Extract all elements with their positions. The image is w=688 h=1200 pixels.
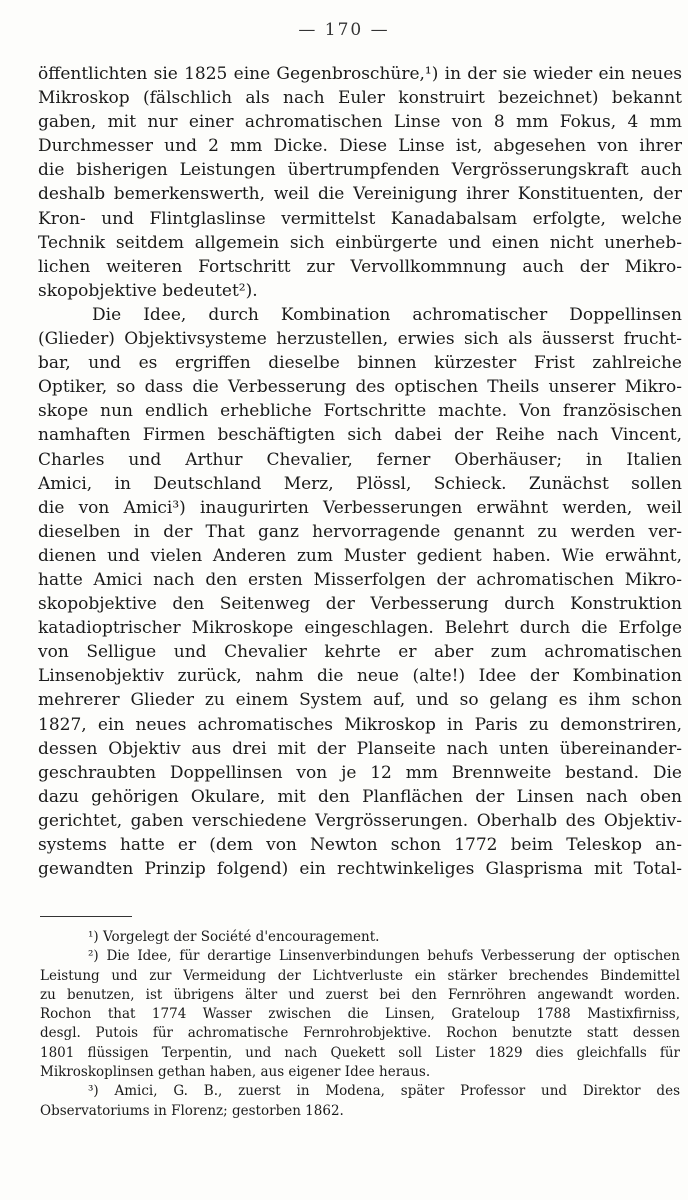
text-line: gerichtet, gaben verschiedene Vergrösserungen. Oberhalb des Objektiv- [38, 810, 682, 831]
text-line: Mikroskop (fälschlich als nach Euler konstruirt bezeichnet) bekannt [38, 88, 682, 109]
text-line: gaben, mit nur einer achromatischen Linse von 8 mm Fokus, 4 mm [38, 112, 682, 133]
text-line: skopobjektive bedeutet²). [38, 280, 258, 301]
text-line: Charles und Arthur Chevalier, ferner Oberhäuser; in Italien [38, 449, 682, 470]
text-line: mehrerer Glieder zu einem System auf, und so gelang es ihm schon [38, 690, 682, 711]
footnotes [40, 928, 680, 1121]
paragraph-2 [38, 303, 682, 881]
text-line: katadioptrischer Mikroskope eingeschlagen. Belehrt durch die Erfolge [38, 618, 682, 639]
text-line: dessen Objektiv aus drei mit der Planseite nach unten übereinander- [38, 738, 682, 759]
text-line: (Glieder) Objektivsysteme herzustellen, erwies sich als äusserst frucht- [38, 329, 682, 350]
footnote-line: Observatoriums in Florenz; gestorben 1862. [40, 1102, 344, 1119]
text-line: Optiker, so dass die Verbesserung des optischen Theils unserer Mikro- [38, 377, 682, 398]
text-line: von Selligue und Chevalier kehrte er aber zum achromatischen [38, 642, 682, 663]
footnote-divider [40, 916, 132, 917]
text-line: öffentlichten sie 1825 eine Gegenbroschüre,¹) in der sie wieder ein neues [38, 64, 682, 84]
text-line: skopobjektive den Seitenweg der Verbesserung durch Konstruktion [38, 594, 682, 615]
footnote-3 [40, 1082, 680, 1121]
main-text [38, 62, 682, 881]
text-line: die von Amici³) inaugurirten Verbesserungen erwähnt werden, weil [38, 497, 682, 518]
text-line: bar, und es ergriffen dieselbe binnen kürzester Frist zahlreiche [38, 353, 682, 374]
text-line: systems hatte er (dem von Newton schon 1772 beim Teleskop an- [38, 835, 682, 855]
footnote-line: ²) Die Idee, für derartige Linsenverbindungen behufs Verbesserung der optischen [88, 948, 680, 965]
footnote-line: Leistung und zur Vermeidung der Lichtverluste ein stärker brechendes Bindemittel [40, 967, 680, 984]
footnote-line: ¹) Vorgelegt der Société d'encouragement. [88, 929, 380, 945]
footnote-line: ³) Amici, G. B., zuerst in Modena, später Professor und Direktor des [88, 1083, 680, 1100]
text-line: Technik seitdem allgemein sich einbürgerte und einen nicht unerheb- [38, 232, 682, 253]
footnote-line: desgl. Putois für achromatische Fernrohrobjektive. Rochon benutzte statt dessen [40, 1025, 680, 1042]
paragraph-1 [38, 62, 682, 303]
text-line: geschraubten Doppellinsen von je 12 mm Brennweite bestand. Die [38, 762, 682, 783]
text-line: dieselben in der That ganz hervorragende genannt zu werden ver- [38, 521, 682, 542]
text-line: Kron- und Flintglaslinse vermittelst Kanadabalsam erfolgte, welche [38, 208, 682, 229]
text-line: namhaften Firmen beschäftigten sich dabei der Reihe nach Vincent, [38, 425, 682, 446]
text-line: Linsenobjektiv zurück, nahm die neue (alte!) Idee der Kombination [38, 666, 682, 687]
text-line: Amici, in Deutschland Merz, Plössl, Schieck. Zunächst sollen [38, 473, 682, 494]
text-line: die bisherigen Leistungen übertrumpfenden Vergrösserungskraft auch [38, 160, 682, 181]
text-line: dazu gehörigen Okulare, mit den Planflächen der Linsen nach oben [38, 786, 682, 807]
text-line: hatte Amici nach den ersten Misserfolgen der achromatischen Mikro- [38, 569, 682, 590]
footnote-line: Rochon that 1774 Wasser zwischen die Linsen, Grateloup 1788 Mastixfirniss, [40, 1006, 680, 1023]
footnote-1 [40, 928, 680, 947]
text-line: Die Idee, durch Kombination achromatischer Doppellinsen [92, 304, 682, 325]
text-line: skope nun endlich erhebliche Fortschritte machte. Von französischen [38, 401, 682, 422]
footnote-line: Mikroskoplinsen gethan haben, aus eigener Idee heraus. [40, 1064, 431, 1081]
footnote-line: 1801 flüssigen Terpentin, und nach Quekett soll Lister 1829 dies gleichfalls für [40, 1044, 680, 1061]
text-line: gewandten Prinzip folgend) ein rechtwinkeliges Glasprisma mit Total- [38, 859, 682, 880]
text-line: dienen und vielen Anderen zum Muster gedient haben. Wie erwähnt, [38, 545, 682, 566]
footnote-line: zu benutzen, ist übrigens älter und zuerst bei den Fernröhren angewandt worden. [40, 986, 680, 1003]
page-number: — 170 — [298, 20, 390, 40]
text-line: deshalb bemerkenswerth, weil die Vereinigung ihrer Konstituenten, der [38, 184, 682, 205]
text-line: Durchmesser und 2 mm Dicke. Diese Linse ist, abgesehen von ihrer [38, 136, 682, 157]
footnote-2 [40, 947, 680, 1082]
text-line: 1827, ein neues achromatisches Mikroskop in Paris zu demonstriren, [38, 714, 682, 735]
text-line: lichen weiteren Fortschritt zur Vervollkommnung auch der Mikro- [38, 256, 682, 277]
